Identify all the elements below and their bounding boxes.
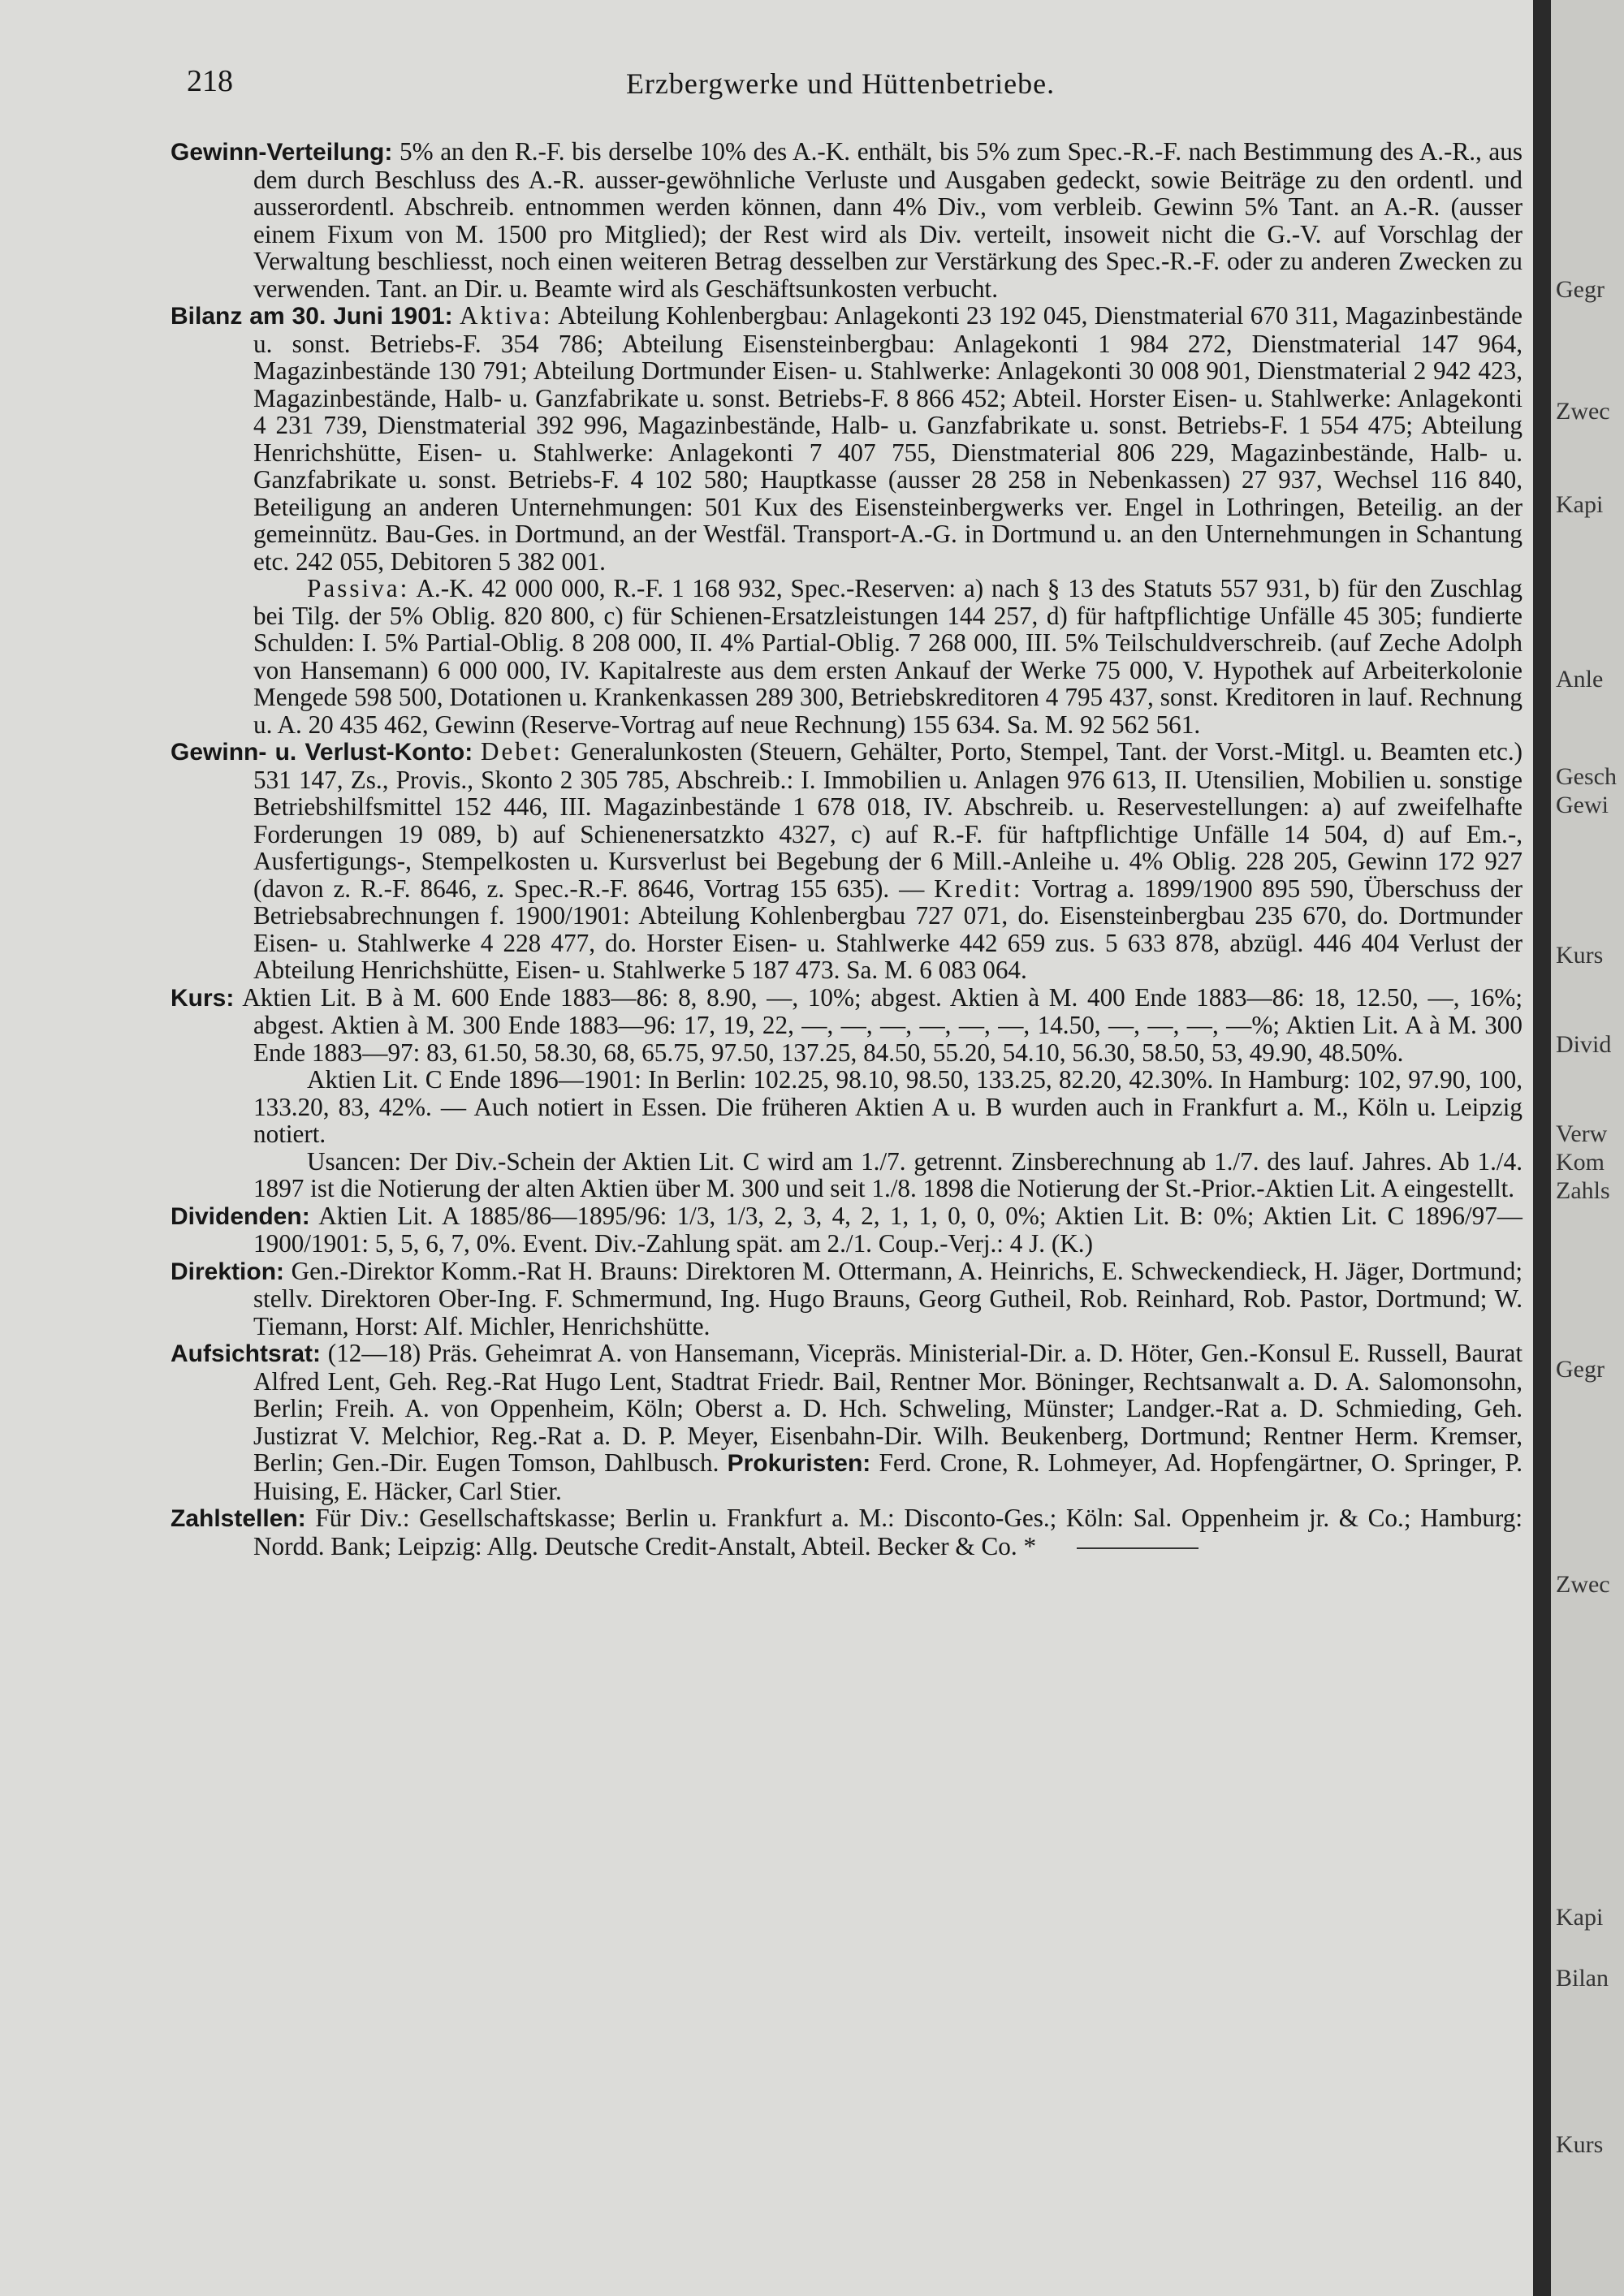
neighbor-fragment: Verw <box>1556 1120 1608 1147</box>
neighbor-fragment: Anle <box>1556 666 1604 693</box>
entry-label: Gewinn-Verteilung: <box>171 139 393 166</box>
neighbor-fragment: Gesch <box>1556 763 1617 790</box>
neighbor-fragment: Zwec <box>1556 1571 1610 1598</box>
entry-text: Aktien Lit. C Ende 1896—1901: In Berlin: 102.25, 98.10, 98.50, 133.25, 82.20, 42.30%. In Hamburg: 102, 97.90, 100, 133.20, 83, 42%. — Auch notiert in Essen. Die früheren Aktien A u. B wurden auch in Frankfurt a. M., Köln u. Leipzig notiert. <box>253 1065 1522 1148</box>
book-gutter <box>1533 0 1551 2296</box>
debet-label: Debet: <box>480 737 564 766</box>
entry-kurs <box>171 984 1522 1067</box>
entry-label: Kurs: <box>171 984 235 1012</box>
page-body <box>171 138 1522 1560</box>
entry-kurs-lit-c <box>171 1066 1522 1148</box>
page-number: 218 <box>187 64 233 98</box>
kredit-text: Vortrag a. 1899/1900 895 590, Überschuss der Betriebsabrechnungen f. 1900/1901: Abteilung Kohlenbergbau 727 071, do. Eisensteinbergbau 235 670, do. Dortmunder Eisen- u. Stahlwerke 4 228 477, do. Horster Eisen- u. Stahlwerke 442 659 zus. 5 633 878, abzügl. 446 404 Verlust der Abteilung Henrichshütte, Eisen- u. Stahlwerke 5 187 473. Sa. M. 6 083 064. <box>253 874 1522 984</box>
neighbor-fragment: Gegr <box>1556 276 1605 303</box>
neighbor-page-edge <box>1551 0 1624 2296</box>
entry-label: Direktion: <box>171 1258 285 1285</box>
neighbor-fragment: Kurs <box>1556 2131 1604 2158</box>
entry-usancen <box>171 1148 1522 1202</box>
kredit-label: Kredit: <box>934 874 1023 903</box>
aktiva-text: Abteilung Kohlenbergbau: Anlagekonti 23 192 045, Dienstmaterial 670 311, Magazinbestände u. sonst. Betriebs-F. 354 786; Abteilung Eisensteinbergbau: Anlagekonti 1 984 272, Dienstmaterial 147 964, Magazinbestände 130 791; Abteilung Dortmunder Eisen- u. Stahlwerke: Anlagekonti 30 008 901, Dienstmaterial 2 942 423, Magazinbestände, Halb- u. Ganzfabrikate u. sonst. Betriebs-F. 8 866 452; Abteil. Horster Eisen- u. Stahlwerke: Anlagekonti 4 231 739, Dienstmaterial 392 996, Magazinbestände, Halb- u. Ganzfabrikate u. sonst. Betriebs-F. 1 554 475; Abteilung Henrichshütte, Eisen- u. Stahlwerke: Anlagekonti 7 407 755, Dienstmaterial 806 229, Magazinbestände, Halb- u. Ganzfabrikate u. sonst. Betriebs-F. 4 102 580; Hauptkasse (ausser 28 258 in Nebenkassen) 27 937, Wechsel 116 840, Beteiligung an anderen Unternehmungen: 501 Kux des Eisensteinbergwerks ver. Engel in Lothringen, Beteilig. an der gemeinnütz. Bau-Ges. in Dortmund, an der Westfäl. Transport-A.-G. in Dortmund u. an den Unternehmungen in Schantung etc. 242 055, Debitoren 5 382 001. <box>253 301 1522 576</box>
entry-text: Gen.-Direktor Komm.-Rat H. Brauns: Direktoren M. Ottermann, A. Heinrichs, E. Schweckendieck, H. Jäger, Dortmund; stellv. Direktoren Ober-Ing. F. Schmermund, Ing. Hugo Brauns, Georg Gutheil, Rob. Reinhard, Rob. Pastor, Dortmund; W. Tiemann, Horst: Alf. Michler, Henrichshütte. <box>253 1256 1522 1340</box>
entry-dividenden <box>171 1202 1522 1258</box>
prokuristen-text: Ferd. Crone, R. Lohmeyer, Ad. Hopfengärtner, O. Springer, P. Huising, E. Häcker, Carl Stier. <box>253 1448 1523 1505</box>
entry-label: Dividenden: <box>171 1202 310 1230</box>
neighbor-fragment: Gewi <box>1556 792 1609 818</box>
entry-gewinn-verlust-konto <box>171 738 1522 984</box>
passiva-text: A.-K. 42 000 000, R.-F. 1 168 932, Spec.-Reserven: a) nach § 13 des Statuts 557 931, b) für den Zuschlag bei Tilg. der 5% Oblig. 820 800, c) für Schienen-Ersatzleistungen 144 257, d) für haftpflichtige Unfälle 45 305; fundierte Schulden: I. 5% Partial-Oblig. 8 208 000, II. 4% Partial-Oblig. 7 268 000, III. 5% Teilschuldverschreib. (auf Zeche Adolph von Hansemann) 6 000 000, IV. Kapitalreste aus dem ersten Ankauf der Werke 75 000, V. Hypothek auf Arbeiterkolonie Mengede 598 500, Dotationen u. Krankenkassen 289 300, Betriebskreditoren 4 795 437, sonst. Kreditoren in lauf. Rechnung u. A. 20 435 462, Gewinn (Reserve-Vortrag auf neue Rechnung) 155 634. Sa. M. 92 562 561. <box>253 574 1522 739</box>
entry-gewinn-verteilung <box>171 138 1522 302</box>
entry-text: Für Div.: Gesellschaftskasse; Berlin u. Frankfurt a. M.: Disconto-Ges.; Köln: Sal. Oppenheim jr. & Co.; Hamburg: Nordd. Bank; Leipzig: Allg. Deutsche Credit-Anstalt, Abteil. Becker & Co. * <box>253 1504 1522 1560</box>
page-header <box>187 63 1494 104</box>
entry-text: Aktien Lit. A 1885/86—1895/96: 1/3, 1/3, 2, 3, 4, 2, 1, 1, 0, 0, 0%; Aktien Lit. B: 0%; Aktien Lit. C 1896/97—1900/1901: 5, 5, 6, 7, 0%. Event. Div.-Zahlung spät. am 2./1. Coup.-Verj.: 4 J. (K.) <box>253 1201 1522 1258</box>
running-title: Erzbergwerke und Hüttenbetriebe. <box>625 67 1056 100</box>
entry-label: Gewinn- u. Verlust-Konto: <box>171 739 473 766</box>
neighbor-fragment: Kom <box>1556 1149 1605 1176</box>
entry-text: (12—18) Präs. Geheimrat A. von Hansemann, Vicepräs. Ministerial-Dir. a. D. Höter, Gen.-Konsul E. Russell, Baurat Alfred Lent, Geh. Reg.-Rat Hugo Lent, Stadtrat Friedr. Bail, Rentner Mor. Böninger, Rechtsanwalt a. D. A. Salomonsohn, Berlin; Freih. A. von Oppenheim, Köln; Oberst a. D. Hch. Schweling, Münster; Landger.-Rat a. D. Schmieding, Geh. Justizrat V. Melchior, Reg.-Rat a. D. P. Meyer, Eisenbahn-Dir. Wilh. Beukenberg, Dortmund; Rentner Herm. Kremser, Berlin; Gen.-Dir. Eugen Tomson, Dahlbusch. <box>253 1339 1522 1477</box>
neighbor-fragment: Kurs <box>1556 942 1604 969</box>
debet-text: Generalunkosten (Steuern, Gehälter, Porto, Stempel, Tant. der Vorst.-Mitgl. u. Beamten etc.) 531 147, Zs., Provis., Skonto 2 305 785, Abschreib.: I. Immobilien u. Anlagen 976 613, II. Utensilien, Mobilien u. sonstige Betriebshilfsmittel 152 446, III. Magazinbestände 1 678 018, IV. Abschreib. u. Reservestellungen: a) auf zweifelhafte Forderungen 19 089, b) auf Schienenersatzkto 4327, c) auf R.-F. für haftpflichtige Unfälle 14 504, d) auf Em.-, Ausfertigungs-, Stempelkosten u. Kursverlust bei Begebung der 6 Mill.-Anleihe u. 4% Oblig. 228 205, Gewinn 172 927 (davon z. R.-F. 8646, z. Spec.-R.-F. 8646, Vortrag 155 635). — <box>253 737 1523 903</box>
entry-label: Zahlstellen: <box>171 1505 306 1532</box>
entry-passiva <box>171 575 1522 738</box>
entry-label: Aufsichtsrat: <box>171 1340 322 1367</box>
entry-text: 5% an den R.-F. bis derselbe 10% des A.-K. enthält, bis 5% zum Spec.-R.-F. nach Bestimmung des A.-R., aus dem durch Beschluss des A.-R. ausser-gewöhnliche Verluste und Ausgaben gedeckt, sowie Beiträge zu den ordentl. und ausserordentl. Abschreib. entnommen werden können, dann 4% Div., vom verbleib. Gewinn 5% Tant. an A.-R. (ausser einem Fixum von M. 1500 pro Mitglied); der Rest wird als Div. verteilt, insoweit nicht die G.-V. auf Vorschlag der Verwaltung beschliesst, noch einen weiteren Betrag desselben zur Verstärkung des Spec.-R.-F. oder zu anderen Zwecken zu verwenden. Tant. an Dir. u. Beamte wird als Geschäftsunkosten verbucht. <box>253 137 1522 303</box>
end-rule <box>1077 1547 1199 1549</box>
passiva-label: Passiva: <box>307 574 410 602</box>
aktiva-label: Aktiva: <box>460 301 553 330</box>
entry-text: Usancen: Der Div.-Schein der Aktien Lit. C wird am 1./7. getrennt. Zinsberechnung ab 1./7. des lauf. Jahres. Ab 1./4. 1897 ist die Notierung der alten Aktien über M. 300 und seit 1./8. 1898 die Notierung der St.-Prior.-Aktien Lit. A eingestellt. <box>253 1146 1522 1202</box>
neighbor-fragment: Kapi <box>1556 1904 1604 1931</box>
entry-text: Aktien Lit. B à M. 600 Ende 1883—86: 8, 8.90, —, 10%; abgest. Aktien à M. 400 Ende 1883—86: 18, 12.50, —, 16%; abgest. Aktien à M. 300 Ende 1883—96: 17, 19, 22, —, —, —, —, —, —, 14.50, —, —, —, —%; Aktien Lit. A à M. 300 Ende 1883—97: 83, 61.50, 58.30, 68, 65.75, 97.50, 137.25, 84.50, 55.20, 54.10, 56.30, 58.50, 53, 49.90, 48.50%. <box>234 982 1522 1067</box>
entry-label: Bilanz am 30. Juni 1901: <box>171 303 453 330</box>
entry-direktion <box>171 1258 1522 1340</box>
neighbor-fragment: Kapi <box>1556 491 1604 518</box>
neighbor-fragment: Zahls <box>1556 1177 1610 1204</box>
neighbor-fragment: Divid <box>1556 1031 1612 1058</box>
neighbor-fragment: Gegr <box>1556 1356 1605 1383</box>
neighbor-fragment: Zwec <box>1556 398 1610 425</box>
neighbor-fragment: Bilan <box>1556 1965 1609 1992</box>
entry-zahlstellen <box>171 1504 1522 1560</box>
entry-aufsichtsrat <box>171 1340 1522 1504</box>
entry-bilanz <box>171 302 1522 575</box>
prokuristen-label: Prokuristen: <box>727 1450 871 1477</box>
